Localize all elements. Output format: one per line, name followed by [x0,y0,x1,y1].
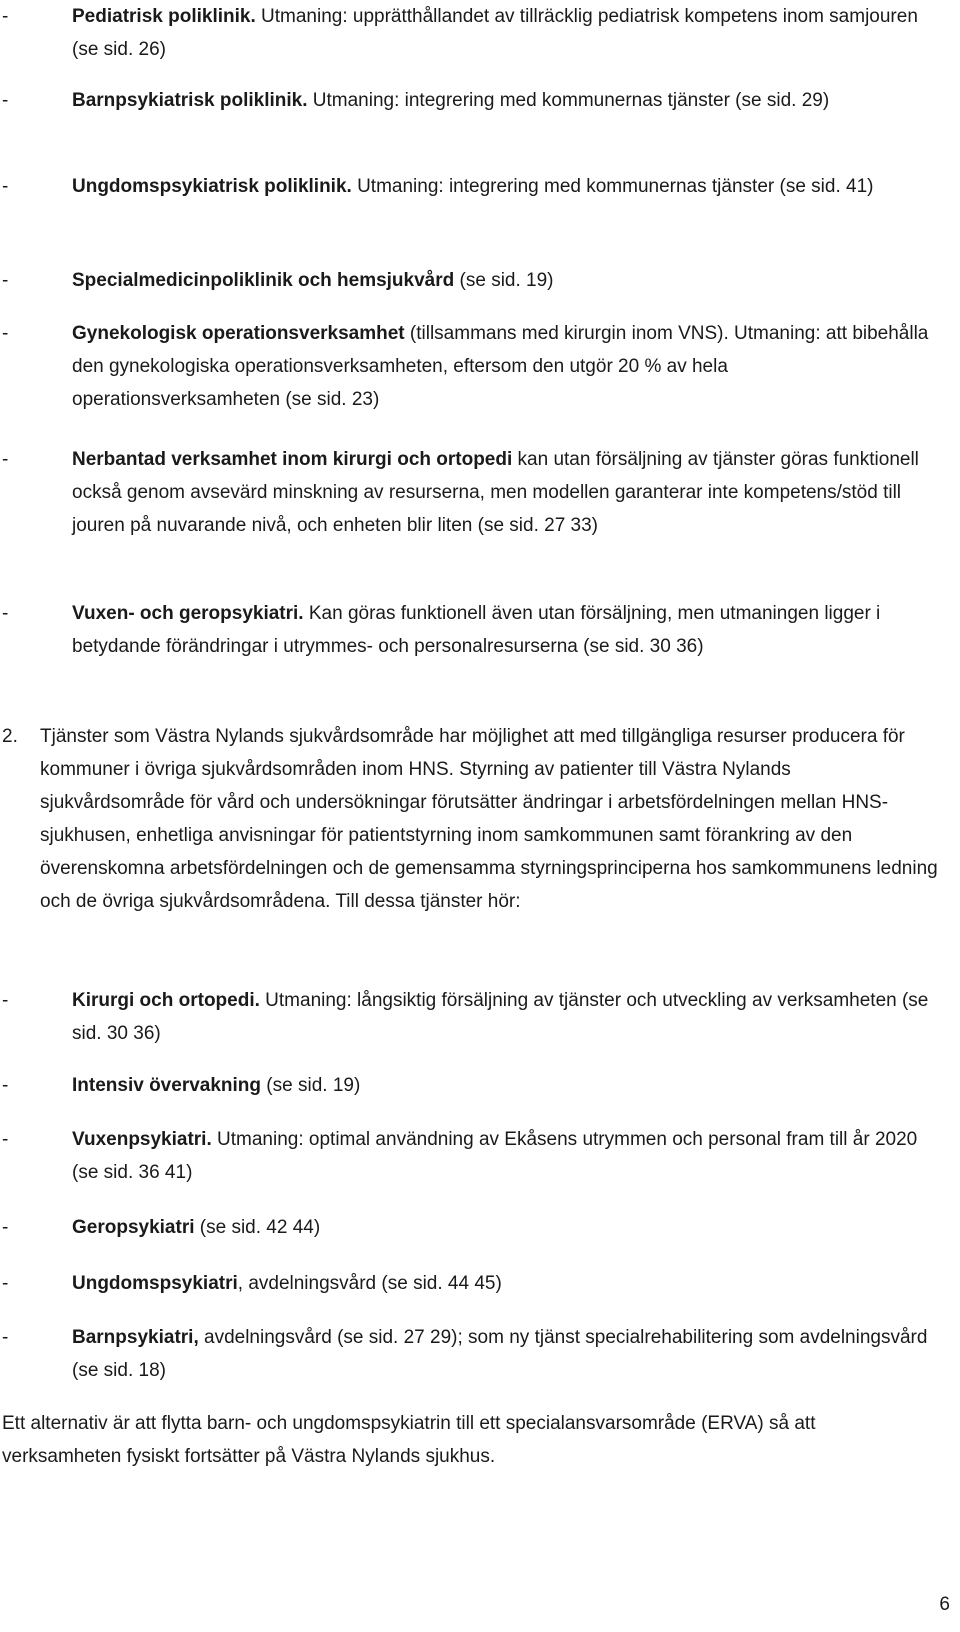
list-item [0,1211,940,1244]
list-marker: - [2,449,9,470]
numbered-section [0,720,940,918]
list-item-body: , avdelningsvård (se sid. 44 45) [237,1273,502,1294]
list-item [0,597,940,663]
closing-paragraph: Ett alternativ är att flytta barn- och ungdomspsykiatrin till ett specialansvarsområde (ERVA) så att verksamheten fysiskt fortsätter på Västra Nylands sjukhus. [2,1413,816,1467]
list-item-text [72,1069,940,1102]
list-marker: - [2,90,9,111]
list-item-text [72,1321,940,1387]
list-item-text [72,170,940,203]
list-item-heading: Geropsykiatri [72,1217,195,1238]
list-item-heading: Barnpsykiatri, [72,1327,199,1348]
list-marker: - [2,1129,9,1150]
list-item-body: (se sid. 19) [261,1075,361,1096]
list-marker: - [2,1075,9,1096]
list-marker: - [2,270,9,291]
list-item-heading: Pediatrisk poliklinik. [72,6,256,27]
list-marker: - [2,1327,9,1348]
list-item-text [72,597,940,663]
list-item-body: kan utan försäljning av tjänster göras funktionell också genom avsevärd minskning av resurserna, men modellen garanterar inte kompetens/stöd till jouren på nuvarande nivå, och enheten blir liten (se sid. 27 33) [72,449,919,536]
list-item-heading: Barnpsykiatrisk poliklinik. [72,90,308,111]
section-text: Tjänster som Västra Nylands sjukvårdsområde har möjlighet att med tillgängliga resurser producera för kommuner i övriga sjukvårdsområden inom HNS. Styrning av patienter till Västra Nylands sjukvårdsområde för vård och undersökningar förutsätter ändringar i arbetsfördelningen mellan HNS-sjukhusen, enhetliga anvisningar för patientstyrning inom samkommunen samt förankring av den överenskomna arbetsfördelningen och de gemensamma styrningsprinciperna hos samkommunens ledning och de övriga sjukvårdsområdena. Till dessa tjänster hör: [40,726,938,912]
list-item-text [72,1267,940,1300]
list-item [0,0,940,66]
list-item-body: Utmaning: långsiktig försäljning av tjänster och utveckling av verksamheten (se sid. 30 36) [72,990,929,1044]
list-item-heading: Ungdomspsykiatri [72,1273,238,1294]
list-item-heading: Intensiv övervakning [72,1075,262,1096]
list-item-text [72,264,940,297]
list-item-body: Utmaning: integrering med kommunernas tjänster (se sid. 29) [307,90,830,111]
list-marker: - [2,323,9,344]
list-item [0,317,940,416]
section-number: 2. [2,726,18,747]
list-item-text [72,84,940,117]
list-marker: - [2,6,9,27]
list-item-heading: Vuxen- och geropsykiatri. [72,603,304,624]
list-item-heading: Ungdomspsykiatrisk poliklinik. [72,176,352,197]
list-item-heading: Specialmedicinpoliklinik och hemsjukvård [72,270,455,291]
list-item [0,984,940,1050]
list-item-heading: Vuxenpsykiatri. [72,1129,212,1150]
list-item-body: Utmaning: optimal användning av Ekåsens utrymmen och personal fram till år 2020 (se sid. 36 41) [72,1129,918,1183]
list-item [0,170,940,203]
list-item-body: (tillsammans med kirurgin inom VNS). Utmaning: att bibehålla den gynekologiska operationsverksamheten, eftersom den utgör 20 % av hela operationsverksamheten (se sid. 23) [72,323,929,410]
list-item-heading: Kirurgi och ortopedi. [72,990,260,1011]
list-item-heading: Gynekologisk operationsverksamhet [72,323,405,344]
list-item-body: Utmaning: integrering med kommunernas tjänster (se sid. 41) [351,176,874,197]
list-item [0,84,940,117]
list-item [0,1267,940,1300]
list-item-text [72,1211,940,1244]
list-item-text [72,443,940,542]
list-item-text [72,317,940,416]
list-item [0,1321,940,1387]
list-item [0,1123,940,1189]
list-marker: - [2,1217,9,1238]
list-marker: - [2,603,9,624]
list-item-body: Kan göras funktionell även utan försäljning, men utmaningen ligger i betydande förändringar i utrymmes- och personalresurserna (se sid. 30 36) [72,603,881,657]
page-number: 6 [939,1594,950,1615]
list-item-text [72,984,940,1050]
list-item-body: avdelningsvård (se sid. 27 29); som ny tjänst specialrehabilitering som avdelningsvård (se sid. 18) [72,1327,928,1381]
list-item-body: (se sid. 42 44) [194,1217,321,1238]
list-item [0,1069,940,1102]
list-marker: - [2,176,9,197]
list-item [0,443,940,542]
list-marker: - [2,1273,9,1294]
list-item [0,264,940,297]
list-item-body: Utmaning: upprätthållandet av tillräcklig pediatrisk kompetens inom samjouren (se sid. 26) [72,6,918,60]
list-item-text [72,0,940,66]
list-marker: - [2,990,9,1011]
list-item-text [72,1123,940,1189]
list-item-body: (se sid. 19) [454,270,554,291]
list-item-heading: Nerbantad verksamhet inom kirurgi och ortopedi [72,449,513,470]
